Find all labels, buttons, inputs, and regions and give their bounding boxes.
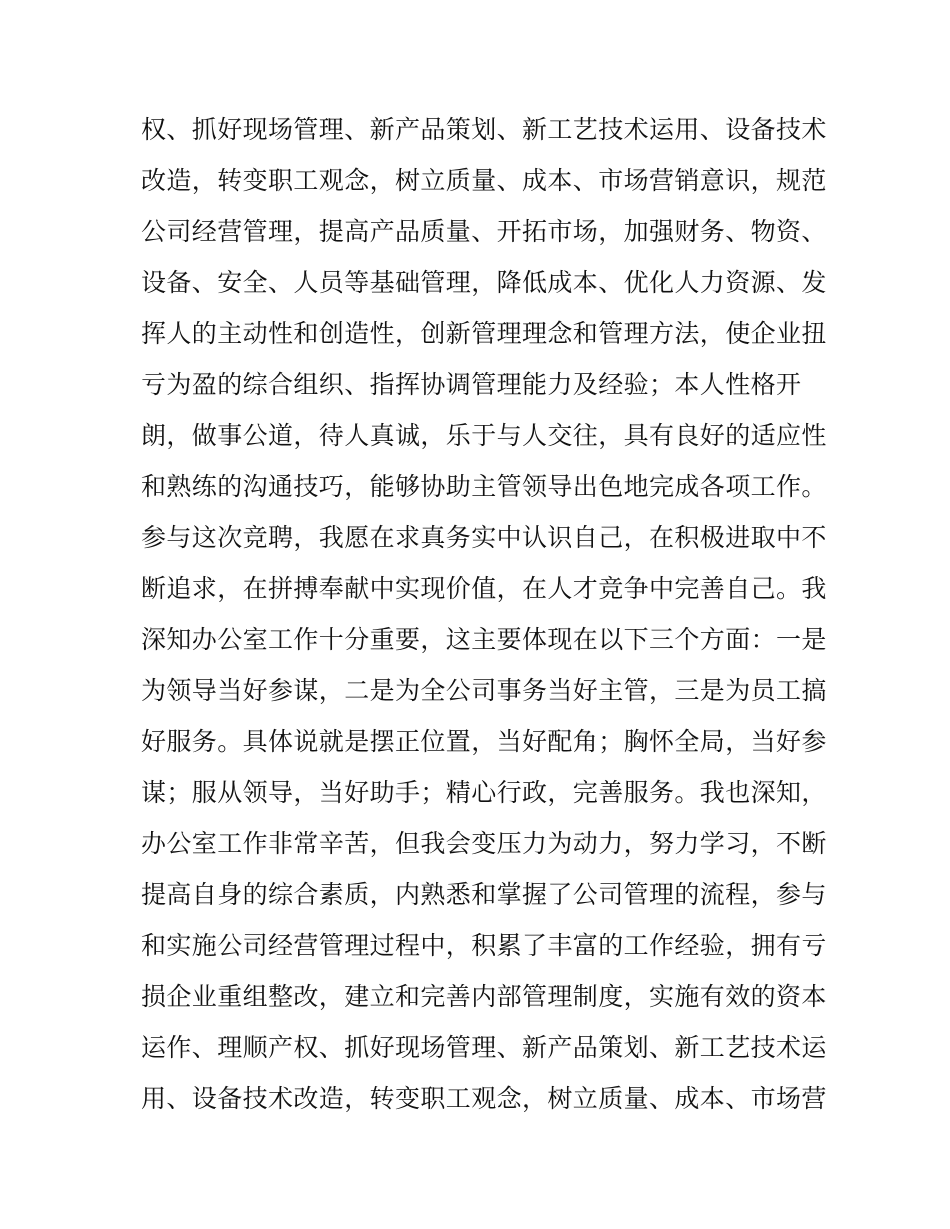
- text-line: 损企业重组整改，建立和完善内部管理制度，实施有效的资本: [141, 982, 827, 1011]
- text-line: 办公室工作非常辛苦，但我会变压力为动力，努力学习，不断: [141, 829, 827, 858]
- text-line: 谋；服从领导，当好助手；精心行政，完善服务。我也深知，: [141, 778, 827, 807]
- text-line: 用、设备技术改造，转变职工观念，树立质量、成本、市场营: [141, 1084, 827, 1113]
- text-line: 设备、安全、人员等基础管理，降低成本、优化人力资源、发: [141, 268, 827, 297]
- text-line: 亏为盈的综合组织、指挥协调管理能力及经验；本人性格开: [141, 370, 802, 399]
- text-line: 和熟练的沟通技巧，能够协助主管领导出色地完成各项工作。: [141, 472, 827, 501]
- text-line: 运作、理顺产权、抓好现场管理、新产品策划、新工艺技术运: [141, 1033, 827, 1062]
- text-line: 深知办公室工作十分重要，这主要体现在以下三个方面：一是: [141, 625, 827, 654]
- text-line: 提高自身的综合素质，内熟悉和掌握了公司管理的流程，参与: [141, 880, 827, 909]
- text-line: 好服务。具体说就是摆正位置，当好配角；胸怀全局，当好参: [141, 727, 827, 756]
- text-line: 断追求，在拼搏奉献中实现价值，在人才竞争中完善自己。我: [141, 574, 827, 603]
- text-line: 改造，转变职工观念，树立质量、成本、市场营销意识，规范: [141, 166, 827, 195]
- text-line: 权、抓好现场管理、新产品策划、新工艺技术运用、设备技术: [141, 115, 827, 144]
- text-line: 和实施公司经营管理过程中，积累了丰富的工作经验，拥有亏: [141, 931, 827, 960]
- document-body: [141, 110, 827, 1130]
- text-line: 参与这次竞聘，我愿在求真务实中认识自己，在积极进取中不: [141, 523, 827, 552]
- text-line: 为领导当好参谋，二是为全公司事务当好主管，三是为员工搞: [141, 676, 827, 705]
- text-line: 公司经营管理，提高产品质量、开拓市场，加强财务、物资、: [141, 217, 827, 246]
- text-line: 朗，做事公道，待人真诚，乐于与人交往，具有良好的适应性: [141, 421, 827, 450]
- text-line: 挥人的主动性和创造性，创新管理理念和管理方法，使企业扭: [141, 319, 827, 348]
